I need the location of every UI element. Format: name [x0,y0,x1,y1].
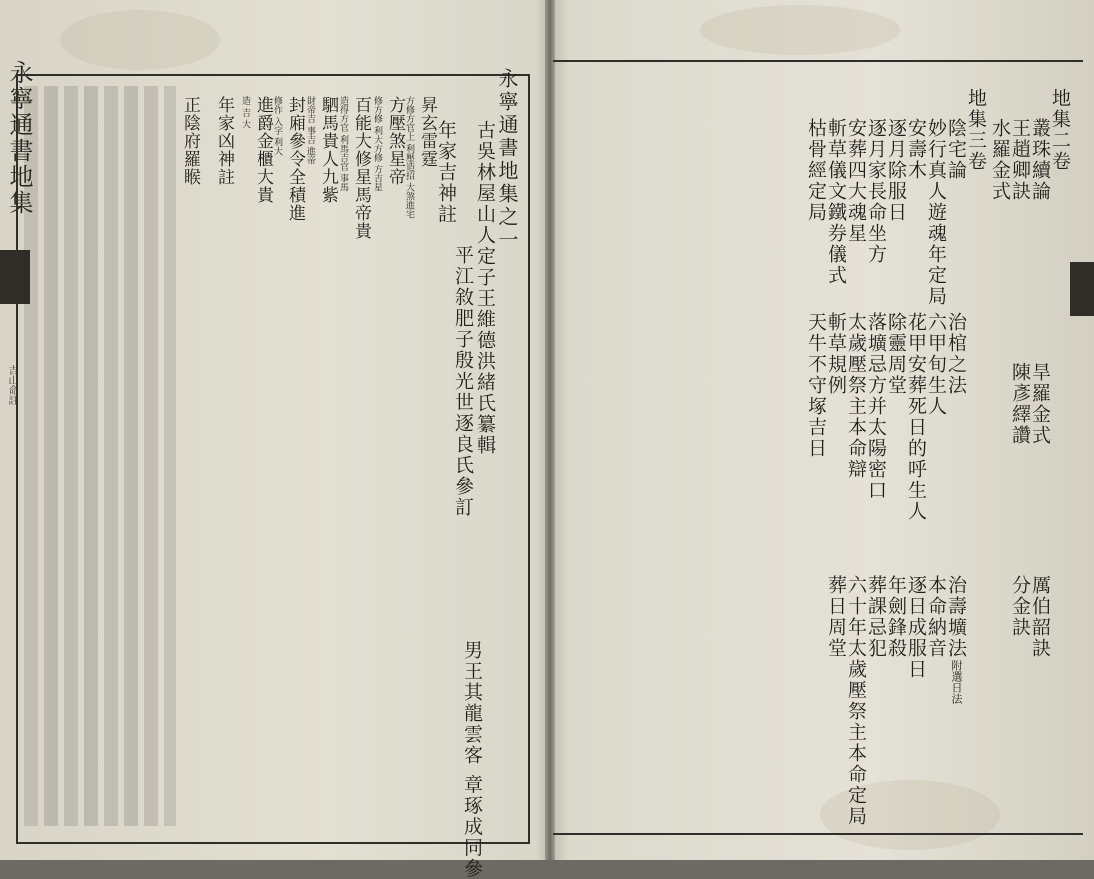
text-column [212,96,237,836]
toc-item: 葬日周堂 [825,575,847,659]
toc-item: 葬課忌犯 [865,575,887,659]
section-heading: 年家吉神註 [435,120,457,225]
toc-item: 斬草規例 [825,312,847,396]
toc-item: 花甲安葬死日的呼生人 [905,312,927,522]
right-spine-banner [1062,0,1094,860]
toc-item: 天牛不守塚吉日 [805,312,827,459]
toc-item: 治壽壙法 [945,575,967,659]
collab-line: 男王其龍雲客 章琢成同參 [461,640,483,879]
toc-item: 逐月家長命坐方 [865,118,887,265]
author-line: 古吳林屋山人定子王維德洪緒氏纂輯 [474,120,496,456]
toc-item: 逐月除服日 [885,118,907,223]
toc-item: 本命納音 [925,575,947,659]
page-title: 永寧通書地集之一 [495,68,519,252]
spine-side-note: 吉山命註 [6,365,17,405]
column-main: 進爵金櫃大貴 [253,96,273,204]
toc-item: 安壽木 [905,118,927,181]
toc-item: 分金訣 [1009,575,1031,638]
toc-item: 王趙卿訣 [1009,118,1031,202]
text-column [178,96,203,836]
column-main: 年家凶神註 [214,96,234,186]
toc-item: 六十年太歲壓祭主本命定局 [845,575,867,827]
column-note: 修作 入字 利大 [272,96,282,156]
toc-item-note: 附選日法 [950,660,963,704]
toc-item: 地集二卷 [1049,88,1071,172]
toc-item: 厲伯韶訣 [1029,575,1051,659]
spine-label: 永寧通書地集 [5,60,33,216]
column-note: 財帝吉 事吉 進帝 [305,96,315,165]
dense-text-texture [20,80,180,840]
toc-item: 斬草儀文鐵券儀式 [825,118,847,286]
toc-item: 枯骨經定局 [805,118,827,223]
toc-item: 除靈周堂 [885,312,907,396]
toc-item: 太歲壓祭主本命辯 [845,312,867,480]
column-note: 造 吉 大 [240,96,250,129]
column-note: 造得方官 利馬吉官 事馬 [338,96,348,192]
text-column [272,96,308,836]
toc-item: 逐日成服日 [905,575,927,680]
text-column [404,96,440,836]
column-main: 方壓煞星帝 [385,96,405,186]
toc-item: 陳彥繹讚 [1009,362,1031,446]
toc-item: 安葬四大魂星 [845,118,867,244]
toc-item: 六甲旬生人 [925,312,947,417]
spine-block [1070,262,1094,316]
toc-item: 治棺之法 [945,312,967,396]
column-main: 駟馬貴人九紫 [318,96,338,204]
column-main: 昇玄雷霆 [417,96,437,168]
column-main: 封廂參令全積進 [285,96,305,222]
text-column [305,96,341,836]
column-main: 百能大修星馬帝貴 [351,96,371,240]
toc-item: 旱羅金式 [1029,362,1051,446]
toc-item: 地集三卷 [965,88,987,172]
right-page [553,0,1094,860]
toc-item: 妙行真人遊魂年定局 [925,118,947,307]
text-column [240,96,276,836]
toc-item: 叢珠續論 [1029,118,1051,202]
text-column [372,96,408,836]
column-note: 方修方官上 利壓造招 大煞進宅 [404,96,414,219]
toc-item: 水羅金式 [989,118,1011,202]
editor-line: 平江敘肥子殷光世逐良氏參訂 [452,245,474,518]
text-column [338,96,374,836]
toc-item: 落壙忌方并太陽密口 [865,312,887,501]
toc-item: 年劍鋒殺 [885,575,907,659]
column-main: 正陰府羅睺 [180,96,200,186]
toc-item: 陰宅論 [945,118,967,181]
column-note: 修方修 利大方修 方吉星 [372,96,382,192]
